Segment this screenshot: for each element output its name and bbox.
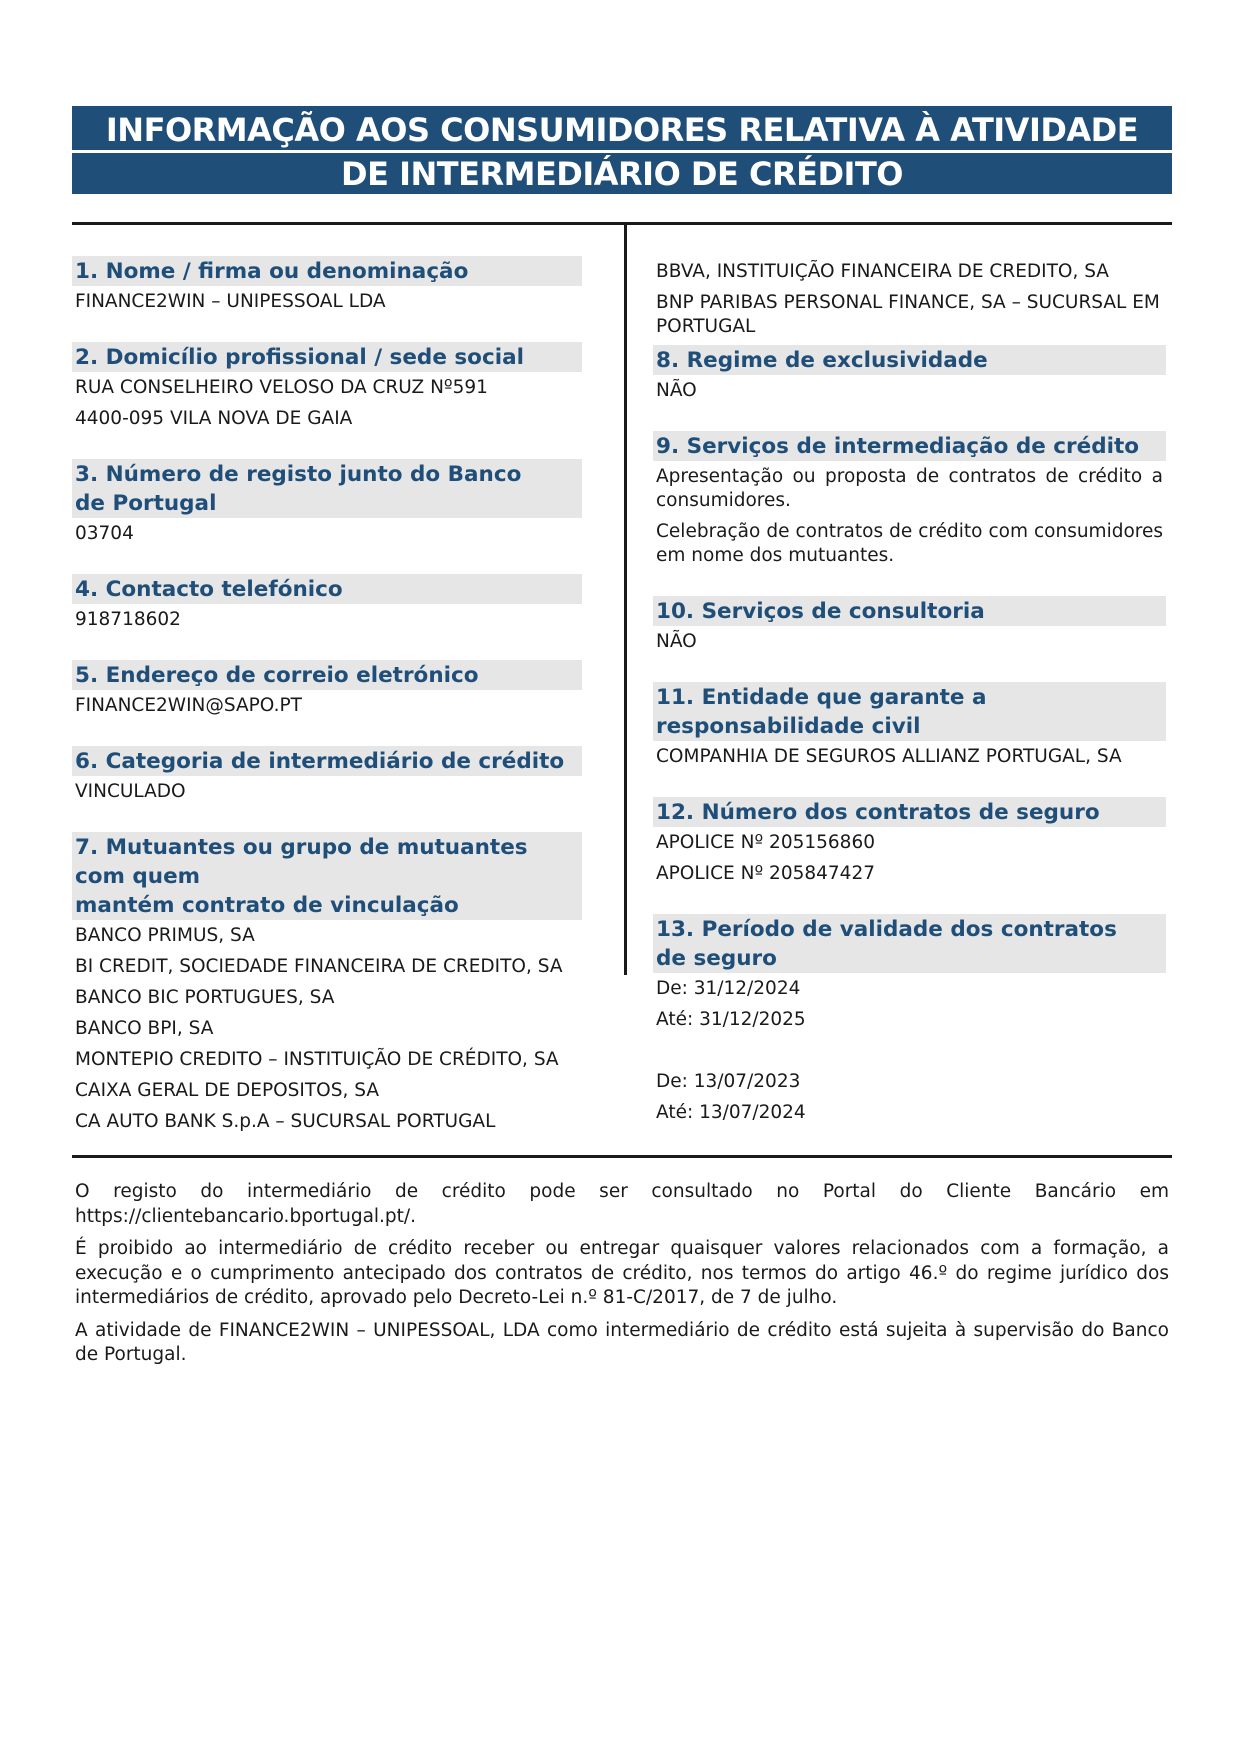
section-heading: 4. Contacto telefónico xyxy=(72,574,582,604)
footer-notes xyxy=(72,1180,1169,1376)
document-title-line-2: DE INTERMEDIÁRIO DE CRÉDITO xyxy=(341,155,903,193)
validity-from: De: 13/07/2023 xyxy=(656,1071,801,1092)
email-address: FINANCE2WIN@SAPO.PT xyxy=(75,695,302,716)
lender-item: BNP PARIBAS PERSONAL FINANCE, SA – SUCURSAL EM PORTUGAL xyxy=(656,292,1160,337)
section-heading: 11. Entidade que garante a responsabilidade civil xyxy=(653,682,1166,741)
section-heading-line-1: 13. Período de validade dos contratos xyxy=(656,917,1117,942)
section-exclusivity xyxy=(653,345,1166,406)
section-heading-line-2: de Portugal xyxy=(75,491,217,516)
policy-number: APOLICE Nº 205847427 xyxy=(656,863,875,884)
section-heading-line-1: 7. Mutuantes ou grupo de mutuantes com quem xyxy=(75,835,528,889)
lender-item: BANCO BPI, SA xyxy=(75,1018,214,1039)
phone-number: 918718602 xyxy=(75,609,181,630)
service-description: Apresentação ou proposta de contratos de crédito a consumidores. xyxy=(656,466,1163,511)
section-insurance-validity xyxy=(653,914,1166,1128)
lender-item: BANCO BIC PORTUGUES, SA xyxy=(75,987,335,1008)
section-insurance-contracts xyxy=(653,797,1166,889)
consulting-value: NÃO xyxy=(656,631,697,652)
section-heading: 1. Nome / firma ou denominação xyxy=(72,256,582,286)
registration-number: 03704 xyxy=(75,523,134,544)
footer-supervision-note: A atividade de FINANCE2WIN – UNIPESSOAL, LDA como intermediário de crédito está sujeita à supervisão do Banco de Portugal. xyxy=(75,1319,1169,1365)
intermediary-category: VINCULADO xyxy=(75,781,186,802)
section-heading: 10. Serviços de consultoria xyxy=(653,596,1166,626)
validity-from: De: 31/12/2024 xyxy=(656,978,801,999)
lender-item: CAIXA GERAL DE DEPOSITOS, SA xyxy=(75,1080,379,1101)
section-name xyxy=(72,256,582,317)
document-title-banner xyxy=(72,106,1172,194)
section-heading-line-1: 3. Número de registo junto do Banco xyxy=(75,462,522,487)
lender-item: BI CREDIT, SOCIEDADE FINANCEIRA DE CREDITO, SA xyxy=(75,956,563,977)
footer-registry-note: O registo do intermediário de crédito pode ser consultado no Portal do Cliente Bancário em https://clientebancario.bportugal.pt/. xyxy=(75,1181,1169,1227)
company-name: FINANCE2WIN – UNIPESSOAL LDA xyxy=(75,291,386,312)
section-lenders-continued xyxy=(653,256,1166,341)
section-category xyxy=(72,746,582,807)
right-column xyxy=(653,256,1166,1153)
lender-item: CA AUTO BANK S.p.A – SUCURSAL PORTUGAL xyxy=(75,1111,496,1132)
section-heading: 9. Serviços de intermediação de crédito xyxy=(653,431,1166,461)
document-title-line-1: INFORMAÇÃO AOS CONSUMIDORES RELATIVA À ATIVIDADE xyxy=(105,111,1139,149)
section-heading xyxy=(72,832,582,920)
policy-number: APOLICE Nº 205156860 xyxy=(656,832,875,853)
section-lenders xyxy=(72,832,582,1137)
section-heading-line-2: mantém contrato de vinculação xyxy=(75,893,459,918)
column-divider xyxy=(624,225,627,975)
section-consulting xyxy=(653,596,1166,657)
section-phone xyxy=(72,574,582,635)
section-email xyxy=(72,660,582,721)
top-horizontal-rule xyxy=(72,222,1172,225)
footer-prohibition-note: É proibido ao intermediário de crédito receber ou entregar quaisquer valores relacionados com a formação, a execução e o cumprimento antecipado dos contratos de crédito, nos termos do artigo 46.º do regime jurídico dos intermediários de crédito, aprovado pelo Decreto-Lei n.º 81-C/2017, de 7 de julho. xyxy=(75,1238,1169,1308)
title-divider xyxy=(72,150,1172,153)
section-intermediation-services xyxy=(653,431,1166,571)
bottom-horizontal-rule xyxy=(72,1155,1172,1158)
lender-item: BBVA, INSTITUIÇÃO FINANCEIRA DE CREDITO, SA xyxy=(656,261,1109,282)
section-heading: 5. Endereço de correio eletrónico xyxy=(72,660,582,690)
validity-to: Até: 31/12/2025 xyxy=(656,1009,806,1030)
section-heading: 6. Categoria de intermediário de crédito xyxy=(72,746,582,776)
lender-item: MONTEPIO CREDITO – INSTITUIÇÃO DE CRÉDITO, SA xyxy=(75,1049,559,1070)
section-heading: 2. Domicílio profissional / sede social xyxy=(72,342,582,372)
address-city: 4400-095 VILA NOVA DE GAIA xyxy=(75,408,353,429)
left-column xyxy=(72,256,582,1162)
section-heading: 8. Regime de exclusividade xyxy=(653,345,1166,375)
address-street: RUA CONSELHEIRO VELOSO DA CRUZ Nº591 xyxy=(75,377,488,398)
exclusivity-value: NÃO xyxy=(656,380,697,401)
section-heading-line-2: de seguro xyxy=(656,946,777,971)
section-heading xyxy=(653,914,1166,973)
lender-item: BANCO PRIMUS, SA xyxy=(75,925,255,946)
section-heading xyxy=(72,459,582,518)
section-registration-number xyxy=(72,459,582,549)
section-liability-insurer xyxy=(653,682,1166,772)
validity-to: Até: 13/07/2024 xyxy=(656,1102,806,1123)
service-description: Celebração de contratos de crédito com consumidores em nome dos mutuantes. xyxy=(656,521,1163,566)
section-address xyxy=(72,342,582,434)
section-heading: 12. Número dos contratos de seguro xyxy=(653,797,1166,827)
insurer-name: COMPANHIA DE SEGUROS ALLIANZ PORTUGAL, SA xyxy=(656,746,1122,767)
